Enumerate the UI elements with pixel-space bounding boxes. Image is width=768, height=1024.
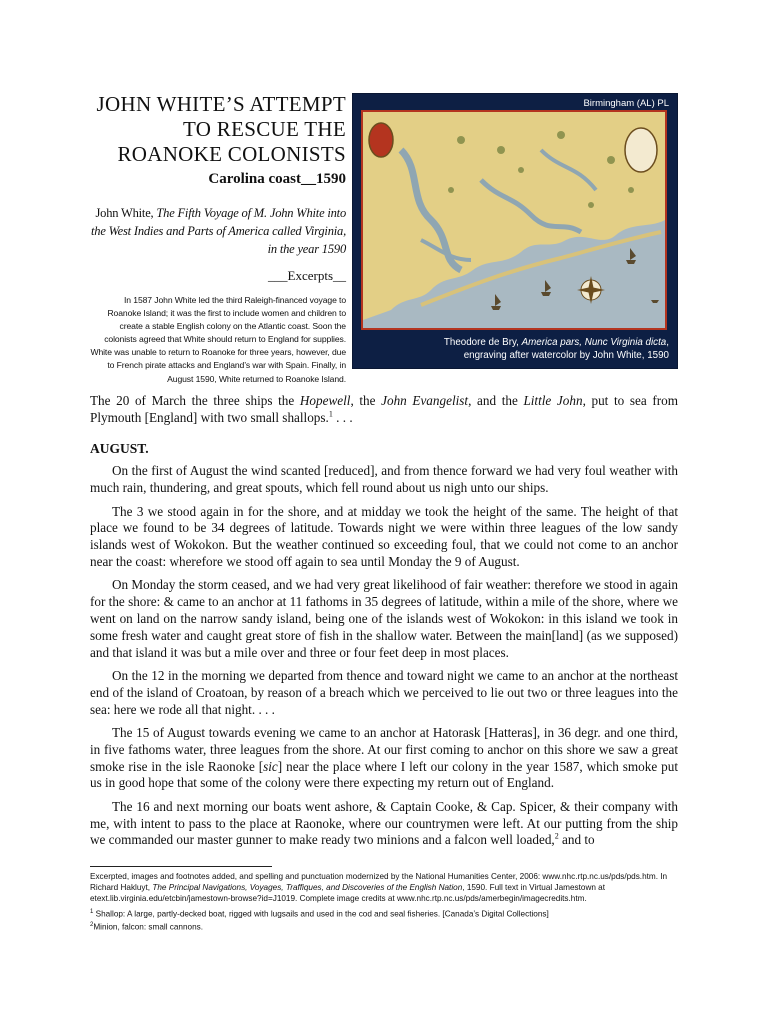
document-title [90, 92, 346, 167]
footnote-ref: 1 [328, 409, 333, 419]
body-paragraph [90, 725, 678, 792]
text-run: , the [350, 393, 382, 408]
text-run: , 1590. Full text in Virtual Jamestown at etext.lib.virginia.edu/etcbin/jamestown-browse?id=J1019. Complete image credits at www.nhc.rtp.nc.us/pds/amerbegin/imagecredits.htm. [90, 883, 606, 903]
citation-work-title: The Fifth Voyage of M. John White into the West Indies and Parts of America called Virginia, in the year 1590 [91, 206, 346, 256]
section-heading: AUGUST. [90, 440, 149, 456]
text-run: . . . [332, 409, 353, 425]
citation-author: John White, [95, 206, 157, 220]
footnote-1 [90, 907, 680, 932]
text-run: The 16 and next morning our boats went ashore, & Captain Cooke, & Cap. Spicer, & their company with me, with intent to pass to the place at Raonoke, where our countrymen were left. At our putting from the ship we commanded our master gunner to make ready two minions and a falcon well loaded, [90, 798, 678, 848]
footnote-text: Minion, falcon: small cannons. [93, 922, 204, 932]
title-line-3: ROANOKE COLONISTS [117, 142, 346, 166]
document-subtitle: Carolina coast__1590 [208, 171, 346, 187]
sic-mark: sic [263, 758, 278, 774]
footnote-text: Shallop: A large, partly-decked boat, rigged with lugsails and used in the cod and seal fisheries. [Canada’s Digital Collections] [93, 909, 549, 919]
document-body [90, 393, 678, 856]
body-paragraph: On Monday the storm ceased, and we had very great likelihood of fair weather: therefore we stood in again for the shore: & came to an anchor at 11 fathoms in 35 degrees of latitude, within a mile of the shore, where we went on land on the narrow sandy island, being one of the islands west of Wokokon: in this island we took in some fresh water and caught great store of fish in the shallow water. Between the main[land] (as we supposed) and that island it was but a mile over and three or four feet deep in most places. [90, 577, 678, 660]
text-run: , and the [468, 393, 524, 408]
body-paragraph [90, 799, 678, 849]
footnote-divider [90, 866, 272, 867]
source-credit [90, 871, 680, 904]
body-paragraph: The 3 we stood again in for the shore, and at midday we took the height of the same. The height of that place we found to be 34 degrees of latitude. Towards night we were within three leagues of the low sandy islands west of Wokokon. But the weather continued so exceeding foul, that we could not come to an anchor near the coast: wherefore we stood off again to sea until Monday the 9 of August. [90, 503, 678, 569]
title-line-2: TO RESCUE THE [183, 117, 346, 141]
map-caption-comma: , [666, 337, 669, 348]
text-run: Excerpted, images and footnotes added, and spelling and punctuation modernized by the National Humanities Center, 2006: www.nhc.rtp.nc.us/pds/pds.htm. In Richard Hakluyt, [90, 872, 668, 892]
map-figure [352, 93, 678, 369]
intro-paragraph: In 1587 John White led the third Raleigh-financed voyage to Roanoke Island; it was the first to include women and children to create a stable English colony on the Atlantic coast. Soon the colonists agreed that White should return to England for supplies. White was unable to return to Roanoke for three years, however, due to French pirate attacks and England’s war with Spain. Finally, in August 1590, White returned to Roanoke Island. [90, 295, 346, 384]
text-run: , put to sea from Plymouth [England] with two small shallops. [90, 393, 678, 425]
text-run: The 20 of March the three ships the [90, 393, 300, 408]
title-block [90, 92, 346, 386]
text-run: The 15 of August towards evening we came to an anchor at Hatorask [Hatteras], in 36 degr. and one third, in five fathoms water, three leagues from the shore. At our first coming to anchor on this shore we saw a great smoke rise in the isle Raonoke [ [90, 724, 678, 774]
source-citation [90, 204, 346, 258]
map-illustration [361, 110, 667, 330]
footnote-mark: 2 [90, 921, 94, 928]
map-caption [444, 336, 669, 362]
footnote-ref: 2 [554, 831, 559, 841]
footnotes [90, 871, 680, 932]
body-paragraph: On the first of August the wind scanted [reduced], and from thence forward we had very foul weather with much rain, thundering, and great spouts, which fell round about us nigh unto our ships. [90, 463, 678, 496]
ship-name: John Evangelist [381, 393, 469, 408]
map-caption-title: America pars, Nunc Virginia dicta [521, 337, 667, 348]
source-title: The Principal Navigations, Voyages, Traffiques, and Discoveries of the English Nation [152, 883, 463, 892]
text-run: ] near the place where I left our colony in the year 1587, which smoke put us in good hope that some of the colony were there expecting my return out of England. [90, 758, 678, 791]
footnote-mark: 1 [90, 909, 94, 915]
text-run: and to [558, 832, 595, 848]
ship-name: Little John [523, 393, 583, 408]
map-caption-artist: Theodore de Bry, [443, 337, 522, 348]
map-caption-medium: engraving after watercolor by John White, 1590 [463, 350, 669, 361]
body-paragraph: On the 12 in the morning we departed from thence and toward night we came to an anchor at the northeast end of the island of Croatoan, by reason of a breach which we perceived to lie out two or three leagues into the sea: here we rode all that night. . . . [90, 667, 678, 717]
title-line-1: JOHN WHITE’S ATTEMPT [96, 92, 346, 116]
excerpts-label: ___Excerpts__ [268, 268, 346, 283]
ship-name: Hopewell [299, 393, 351, 408]
body-paragraph [90, 393, 678, 427]
map-image-credit: Birmingham (AL) PL [583, 98, 669, 109]
